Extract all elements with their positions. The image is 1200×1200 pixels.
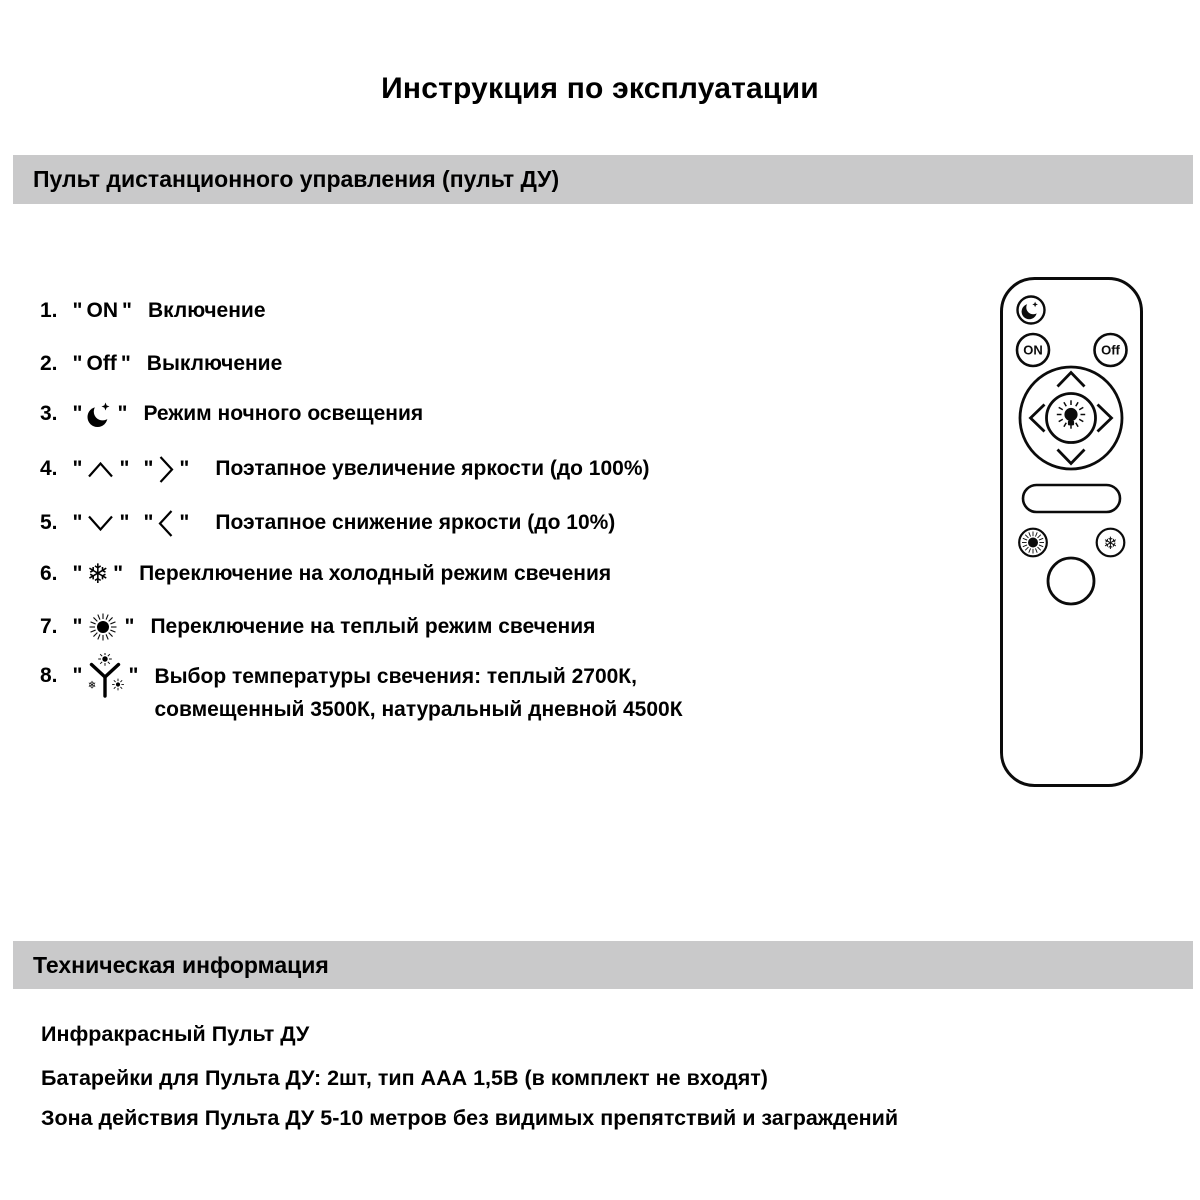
svg-text:Off: Off [1101,342,1120,358]
item-button-tokens [69,399,132,430]
snowflake-icon: ❄ [86,558,110,590]
moon-star-icon [86,399,113,430]
item-description: Выбор температуры свечения: теплый 2700К, совмещенный 3500К, натуральный дневной 4500К [154,665,683,721]
remote-control-drawing [1000,277,1143,787]
item-button-tokens [69,352,135,376]
snowflake-icon: ❄ [1103,534,1118,554]
chevron-down-icon [86,514,115,533]
remote-illustration [1000,277,1143,787]
cold-mode-button [1097,529,1125,557]
svg-text:ON: ON [1023,342,1043,358]
temperature-select-icon [86,653,124,699]
item-number: 5. [40,511,58,534]
item-number: 8. [40,664,58,687]
section-heading-technical-info [13,941,1193,989]
button-name: ON [86,299,118,322]
item-description: Включение [147,299,266,322]
quote-mark: " [72,511,83,534]
quote-mark: " [121,299,132,322]
item-button-tokens [69,610,139,644]
item-description: Выключение [146,352,283,375]
off-button [1095,334,1127,366]
quote-mark: " [143,511,154,534]
chevron-left-icon [157,508,175,539]
quote-mark: " [72,615,83,638]
button-name: Off [86,352,117,375]
section-heading-text: Пульт дистанционного управления (пульт ДУ) [33,166,560,192]
sun-icon [86,610,120,644]
remote-function-item [40,453,650,485]
svg-text:❄: ❄ [88,679,97,692]
item-button-tokens [69,299,136,323]
section-heading-text: Техническая информация [33,951,329,978]
item-number: 1. [40,299,58,322]
item-number: 4. [40,457,58,480]
technical-info-line: Батарейки для Пульта ДУ: 2шт, тип ААА 1,5В (в комплект не входят) [41,1066,768,1090]
item-description: Переключение на теплый режим свечения [150,615,596,638]
warm-mode-button [1019,529,1047,557]
item-number: 2. [40,352,58,375]
technical-info-line: Инфракрасный Пульт ДУ [41,1022,310,1046]
wide-button [1023,485,1120,512]
quote-mark: " [119,511,130,534]
quote-mark: " [72,562,83,585]
item-button-tokens [69,454,194,485]
on-button [1017,334,1049,366]
quote-mark: " [128,664,139,687]
item-button-tokens [69,660,143,692]
remote-function-item [40,507,615,539]
chevron-right-icon [157,454,175,485]
chevron-up-icon [86,460,115,479]
item-number: 6. [40,562,58,585]
quote-mark: " [72,664,83,687]
quote-mark: " [179,511,190,534]
quote-mark: " [119,457,130,480]
night-mode-icon [1018,297,1045,324]
quote-mark: " [120,352,131,375]
item-description: Режим ночного освещения [143,402,424,425]
item-button-tokens [69,558,128,590]
remote-function-item [40,660,683,721]
remote-function-item [40,398,423,430]
bottom-round-button [1048,558,1094,604]
remote-function-item [40,558,611,590]
remote-function-item [40,348,282,380]
remote-function-item [40,611,595,643]
page-title: Инструкция по эксплуатации [381,72,819,105]
quote-mark: " [124,615,135,638]
quote-mark: " [72,457,83,480]
quote-mark: " [72,352,83,375]
item-button-tokens [69,508,194,539]
quote-mark: " [117,402,128,425]
item-number: 7. [40,615,58,638]
quote-mark: " [113,562,124,585]
technical-info-line: Зона действия Пульта ДУ 5-10 метров без видимых препятствий и заграждений [41,1106,899,1130]
item-description: Поэтапное снижение яркости (до 10%) [215,511,616,534]
quote-mark: " [72,402,83,425]
item-description: Переключение на холодный режим свечения [139,562,612,585]
quote-mark: " [179,457,190,480]
item-description: Поэтапное увеличение яркости (до 100%) [215,457,650,480]
item-number: 3. [40,402,58,425]
quote-mark: " [143,457,154,480]
quote-mark: " [72,299,83,322]
section-heading-remote-control [13,155,1193,204]
remote-function-item [40,295,266,327]
